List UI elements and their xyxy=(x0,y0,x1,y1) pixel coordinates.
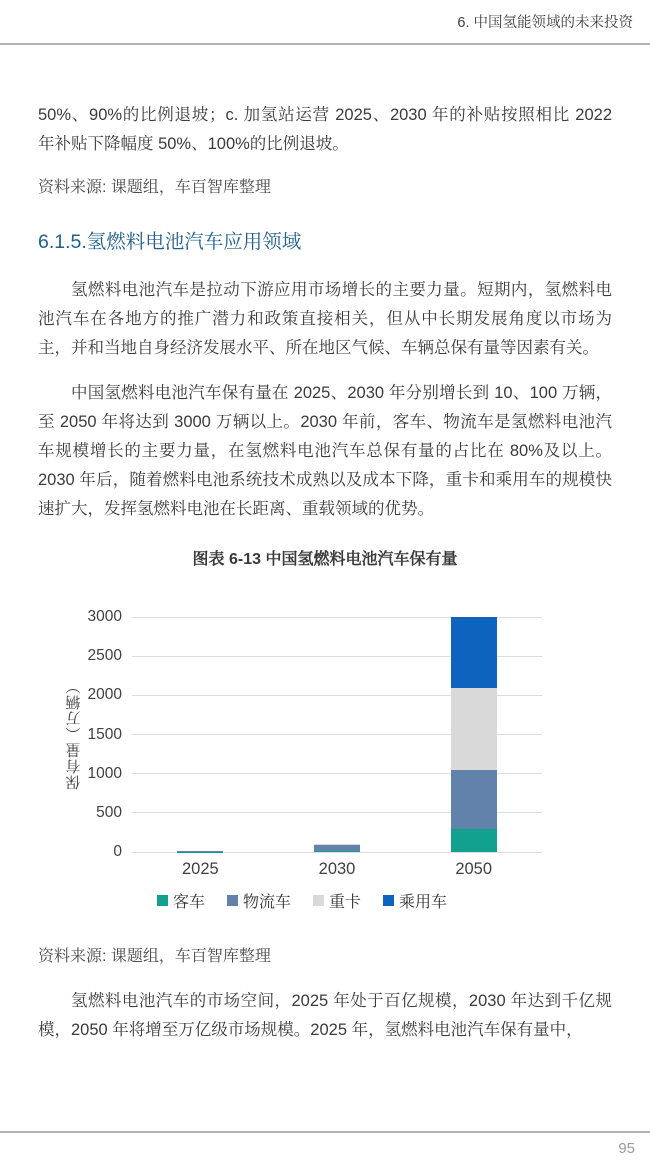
legend-item-物流车 xyxy=(227,889,291,912)
paragraph-market-driver: 氢燃料电池汽车是拉动下游应用市场增长的主要力量。短期内，氢燃料电池汽车在各地方的推广潜力和政策直接相关，但从中长期发展角度以市场为主，并和当地自身经济发展水平、所在地区气候、车辆总保有量等因素有关。 xyxy=(38,281,612,357)
legend-item-重卡 xyxy=(313,889,361,912)
paragraph-market-space: 氢燃料电池汽车的市场空间，2025 年处于百亿规模，2030 年达到千亿规模，2050 年将增至万亿级市场规模。2025 年，氢燃料电池汽车保有量中， xyxy=(38,992,612,1039)
legend-item-客车 xyxy=(157,889,205,912)
bar-slot-2050 xyxy=(405,617,542,852)
y-tick-label: 2000 xyxy=(87,686,122,704)
bar-2050 xyxy=(451,617,497,852)
y-tick-label: 1000 xyxy=(87,764,122,782)
x-tick-label-2050: 2050 xyxy=(455,860,493,878)
bar-2030 xyxy=(314,844,360,852)
chart-caption: 图表 6-13 中国氢燃料电池汽车保有量 xyxy=(192,551,458,568)
x-tick-label-2025: 2025 xyxy=(181,860,219,878)
page-header xyxy=(0,0,650,45)
bar-segment-重卡-2050 xyxy=(451,688,497,770)
legend-item-乘用车 xyxy=(383,889,447,912)
section-heading: 6.1.5.氢燃料电池汽车应用领域 xyxy=(38,231,302,253)
bar-series xyxy=(132,617,542,852)
y-tick-label: 0 xyxy=(113,843,122,860)
source-note-top: 资料来源: 课题组，车百智库整理 xyxy=(38,179,271,196)
bar-segment-乘用车-2050 xyxy=(451,617,497,688)
paragraph-subsidy: 50%、90%的比例退坡；c. 加氢站运营 2025、2030 年的补贴按照相比 2022 年补贴下降幅度 50%、100%的比例退坡。 xyxy=(38,106,612,153)
bar-slot-2025 xyxy=(132,617,269,852)
legend-label: 乘用车 xyxy=(399,894,448,911)
chart-legend xyxy=(62,889,542,912)
legend-label: 重卡 xyxy=(329,894,362,911)
y-tick-label: 2500 xyxy=(87,647,122,665)
paragraph-volume-forecast: 中国氢燃料电池汽车保有量在 2025、2030 年分别增长到 10、100 万辆，至 2050 年将达到 3000 万辆以上。2030 年前，客车、物流车是氢燃料电池汽车规模增长的主要力量，在氢燃料电池汽车总保有量的占比在 80%及以上。2030 年后，随着燃料电池系统技术成熟以及成本下降，重卡和乘用车的规模快速扩大，发挥氢燃料电池在长距离、重载领域的优势。 xyxy=(38,384,612,518)
bar-segment-物流车-2050 xyxy=(451,770,497,829)
legend-swatch-icon xyxy=(383,895,394,906)
page-footer xyxy=(0,1131,650,1169)
x-tick-label-2030: 2030 xyxy=(318,860,356,878)
legend-swatch-icon xyxy=(157,895,168,906)
page-number: 95 xyxy=(618,1140,635,1157)
legend-label: 客车 xyxy=(172,894,205,911)
chart-area xyxy=(62,608,612,860)
stacked-bar-chart xyxy=(62,608,612,912)
y-tick-label: 1500 xyxy=(87,725,122,743)
y-axis-ticks xyxy=(86,608,132,860)
y-tick-label: 500 xyxy=(96,803,122,821)
y-axis-label: 保有量（万辆） xyxy=(65,678,83,791)
header-divider xyxy=(0,43,650,45)
y-tick-label: 3000 xyxy=(87,608,122,625)
bar-slot-2030 xyxy=(269,617,406,852)
legend-label: 物流车 xyxy=(242,894,291,911)
source-note-chart: 资料来源: 课题组，车百智库整理 xyxy=(38,948,271,965)
bar-segment-客车-2030 xyxy=(314,851,360,852)
page-content xyxy=(0,101,650,1045)
x-axis-labels xyxy=(132,860,542,879)
plot-area xyxy=(132,617,542,852)
bar-2025 xyxy=(177,851,223,852)
legend-swatch-icon xyxy=(227,895,238,906)
running-header-title: 6. 中国氢能领域的未来投资 xyxy=(457,15,633,31)
bar-segment-客车-2050 xyxy=(451,829,497,853)
legend-swatch-icon xyxy=(313,895,324,906)
